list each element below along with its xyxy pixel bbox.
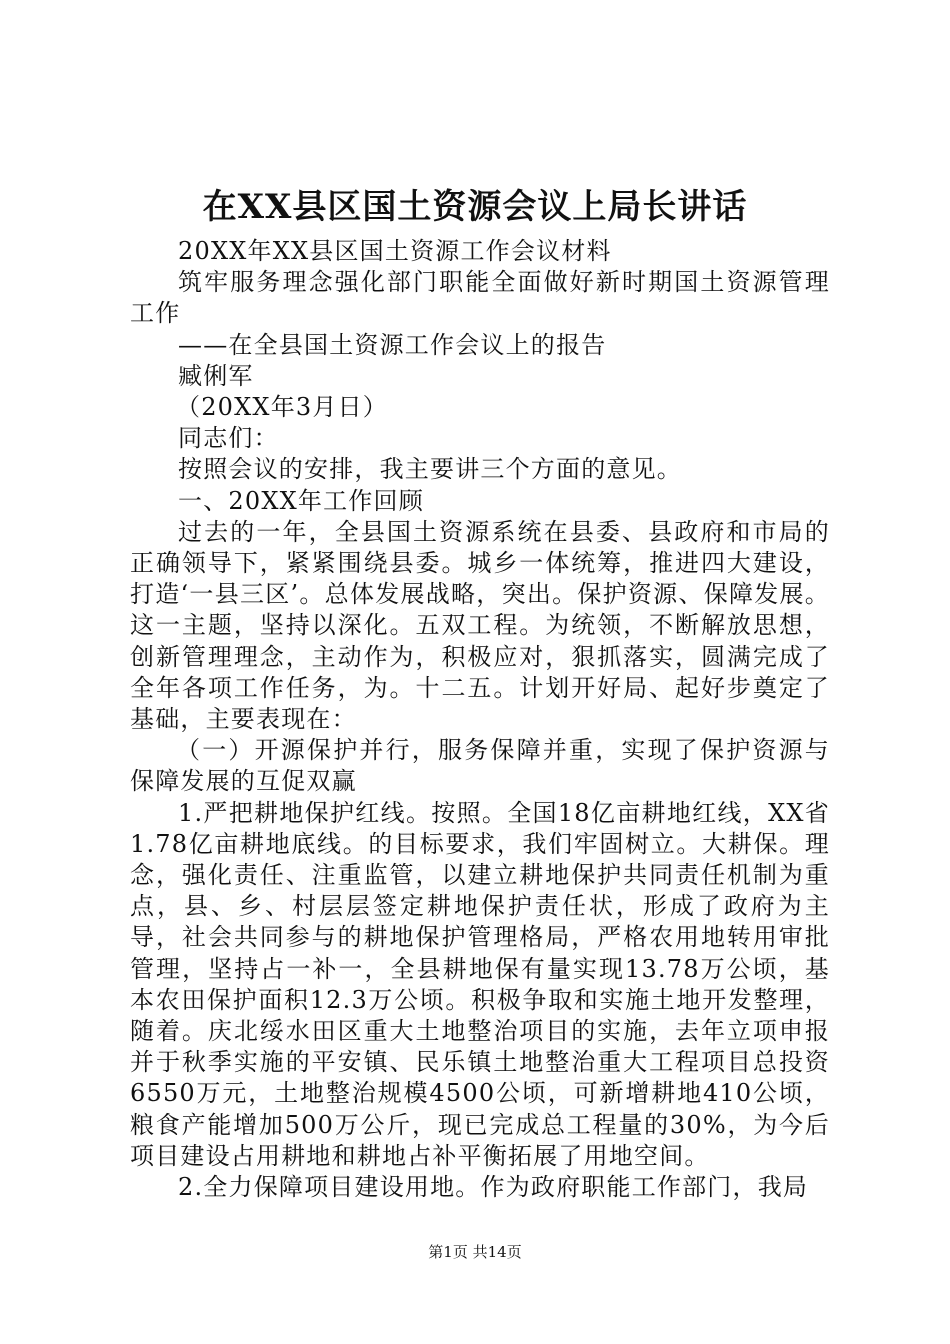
paragraph-material-heading: 20XX年XX县区国土资源工作会议材料 — [178, 237, 612, 265]
paragraph-report-subtitle: ——在全县国土资源工作会议上的报告 — [178, 330, 607, 359]
paragraph-author: 臧俐军 — [178, 361, 254, 390]
document-title: 在XX县区国土资源会议上局长讲话 — [202, 187, 748, 227]
paragraph-review-summary: 过去的一年，全县国土资源系统在县委、县政府和市局的正确领导下，紧紧围绕县委。城乡一体统筹，推进四大建设，打造‘一县三区’。总体发展战略，突出。保护资源、保障发展。这一主题，坚持以深化。五双工程。为统领，不断解放思想，创新管理理念，主动作为，积极应对，狠抓落实，圆满完成了全年各项工作任务，为。十二五。计划开好局、起好步奠定了基础，主要表现在： — [130, 517, 830, 734]
paragraph-date: （20XX年3月日） — [176, 393, 388, 422]
paragraph-farmland-protection: 1.严把耕地保护红线。按照。全国18亿亩耕地红线，XX省1.78亿亩耕地底线。的目标要求，我们牢固树立。大耕保。理念，强化责任、注重监管，以建立耕地保护共同责任机制为重点，县、乡、村层层签定耕地保护责任状，形成了政府为主导，社会共同参与的耕地保护管理格局，严格农用地转用审批管理，坚持占一补一，全县耕地保有量实现13.78万公顷，基本农田保护面积12.3万公顷。积极争取和实施土地开发整理，随着。庆北绥水田区重大土地整治项目的实施，去年立项申报并于秋季实施的平安镇、民乐镇土地整治重大工程项目总投资6550万元，土地整治规模4500公顷，可新增耕地410公顷，粮食产能增加500万公斤，现已完成总工程量的30%，为今后项目建设占用耕地和耕地占补平衡拓展了用地空间。 — [130, 798, 830, 1170]
paragraph-report-title: 筑牢服务理念强化部门职能全面做好新时期国土资源管理工作 — [130, 268, 830, 328]
paragraph-intro: 按照会议的安排，我主要讲三个方面的意见。 — [178, 455, 682, 484]
paragraph-project-land: 2.全力保障项目建设用地。作为政府职能工作部门，我局 — [178, 1173, 809, 1202]
page-footer: 第1页 共14页 — [428, 1243, 522, 1261]
section-heading-review: 一、20XX年工作回顾 — [178, 486, 424, 515]
paragraph-salutation: 同志们： — [178, 424, 279, 453]
document-body — [130, 236, 830, 1203]
subsection-heading-1: （一）开源保护并行，服务保障并重，实现了保护资源与保障发展的互促双赢 — [130, 736, 830, 796]
